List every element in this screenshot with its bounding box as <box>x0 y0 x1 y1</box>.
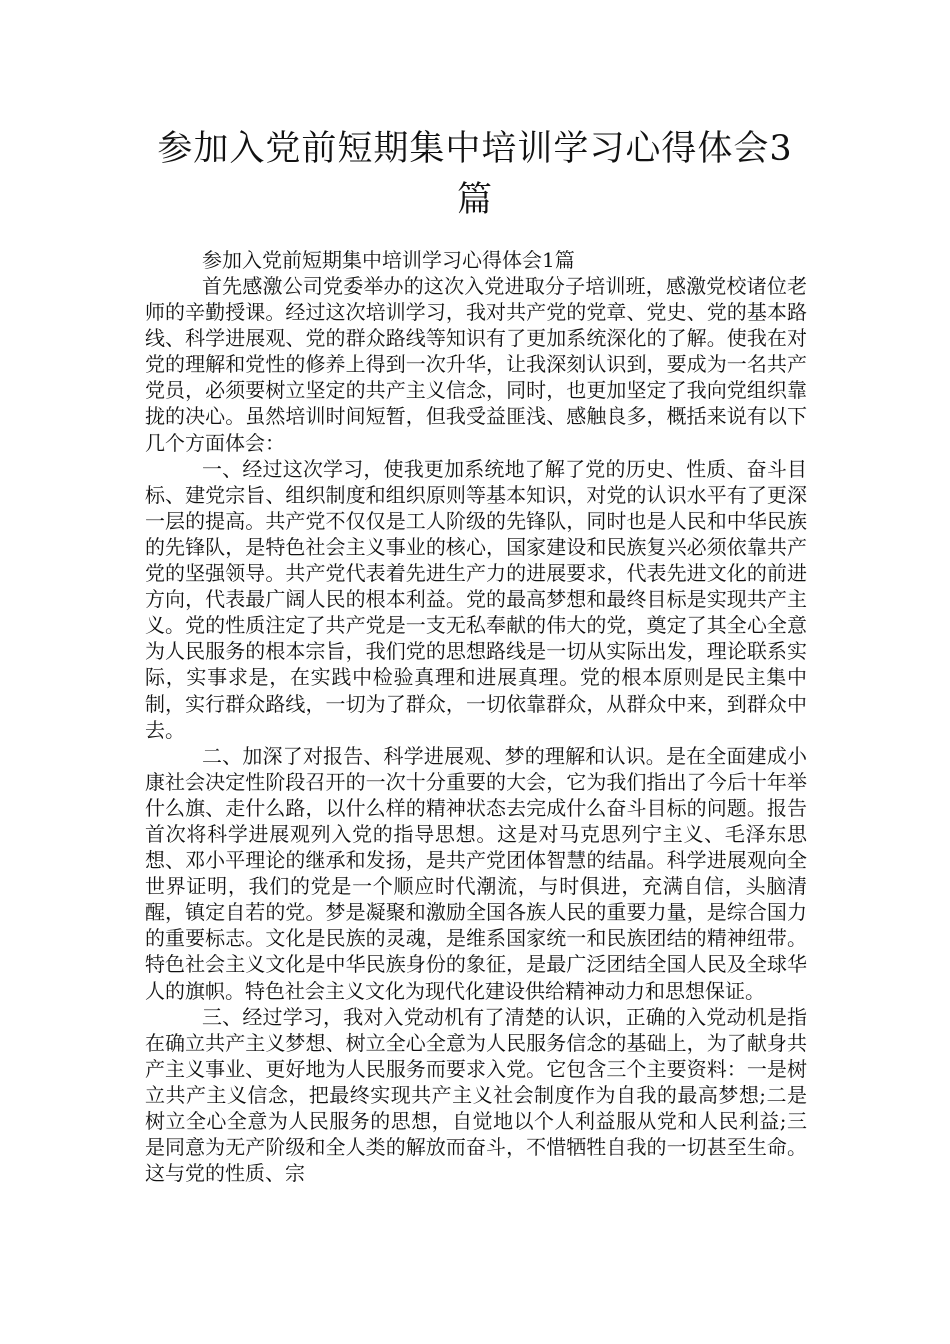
section-heading: 参加入党前短期集中培训学习心得体会1篇 <box>202 248 575 272</box>
document-body <box>145 273 807 1186</box>
paragraph-point-1: 一、经过这次学习，使我更加系统地了解了党的历史、性质、奋斗目标、建党宗旨、组织制度和组织原则等基本知识，对党的认识水平有了更深一层的提高。共产党不仅仅是工人阶级的先锋队，同时也是人民和中华民族的先锋队，是特色社会主义事业的核心，国家建设和民族复兴必须依靠共产党的坚强领导。共产党代表着先进生产力的进展要求，代表先进文化的前进方向，代表最广阔人民的根本利益。党的最高梦想和最终目标是实现共产主义。党的性质注定了共产党是一支无私奉献的伟大的党，奠定了其全心全意为人民服务的根本宗旨，我们党的思想路线是一切从实际出发，理论联系实际，实事求是，在实践中检验真理和进展真理。党的根本原则是民主集中制，实行群众路线，一切为了群众，一切依靠群众，从群众中来，到群众中去。 <box>145 456 807 742</box>
paragraph-point-2: 二、加深了对报告、科学进展观、梦的理解和认识。是在全面建成小康社会决定性阶段召开的一次十分重要的大会，它为我们指出了今后十年举什么旗、走什么路，以什么样的精神状态去完成什么奋斗目标的问题。报告首次将科学进展观列入党的指导思想。这是对马克思列宁主义、毛泽东思想、邓小平理论的继承和发扬，是共产党团体智慧的结晶。科学进展观向全世界证明，我们的党是一个顺应时代潮流，与时俱进，充满自信，头脑清醒，镇定自若的党。梦是凝聚和激励全国各族人民的重要力量，是综合国力的重要标志。文化是民族的灵魂，是维系国家统一和民族团结的精神纽带。特色社会主义文化是中华民族身份的象征，是最广泛团结全国人民及全球华人的旗帜。特色社会主义文化为现代化建设供给精神动力和思想保证。 <box>145 743 807 1003</box>
paragraph-intro: 首先感激公司党委举办的这次入党进取分子培训班，感激党校诸位老师的辛勤授课。经过这次培训学习，我对共产党的党章、党史、党的基本路线、科学进展观、党的群众路线等知识有了更加系统深化的了解。使我在对党的理解和党性的修养上得到一次升华，让我深刻认识到，要成为一名共产党员，必须要树立坚定的共产主义信念，同时，也更加坚定了我向党组织靠拢的决心。虽然培训时间短暂，但我受益匪浅、感触良多，概括来说有以下几个方面体会： <box>145 274 807 455</box>
document-title: 参加入党前短期集中培训学习心得体会3篇 <box>157 129 793 220</box>
paragraph-point-3: 三、经过学习，我对入党动机有了清楚的认识，正确的入党动机是指在确立共产主义梦想、树立全心全意为人民服务信念的基础上，为了献身共产主义事业、更好地为人民服务而要求入党。它包含三个主要资料：一是树立共产主义信念，把最终实现共产主义社会制度作为自我的最高梦想;二是树立全心全意为人民服务的思想，自觉地以个人利益服从党和人民利益;三是同意为无产阶级和全人类的解放而奋斗，不惜牺牲自我的一切甚至生命。这与党的性质、宗 <box>145 1004 807 1186</box>
